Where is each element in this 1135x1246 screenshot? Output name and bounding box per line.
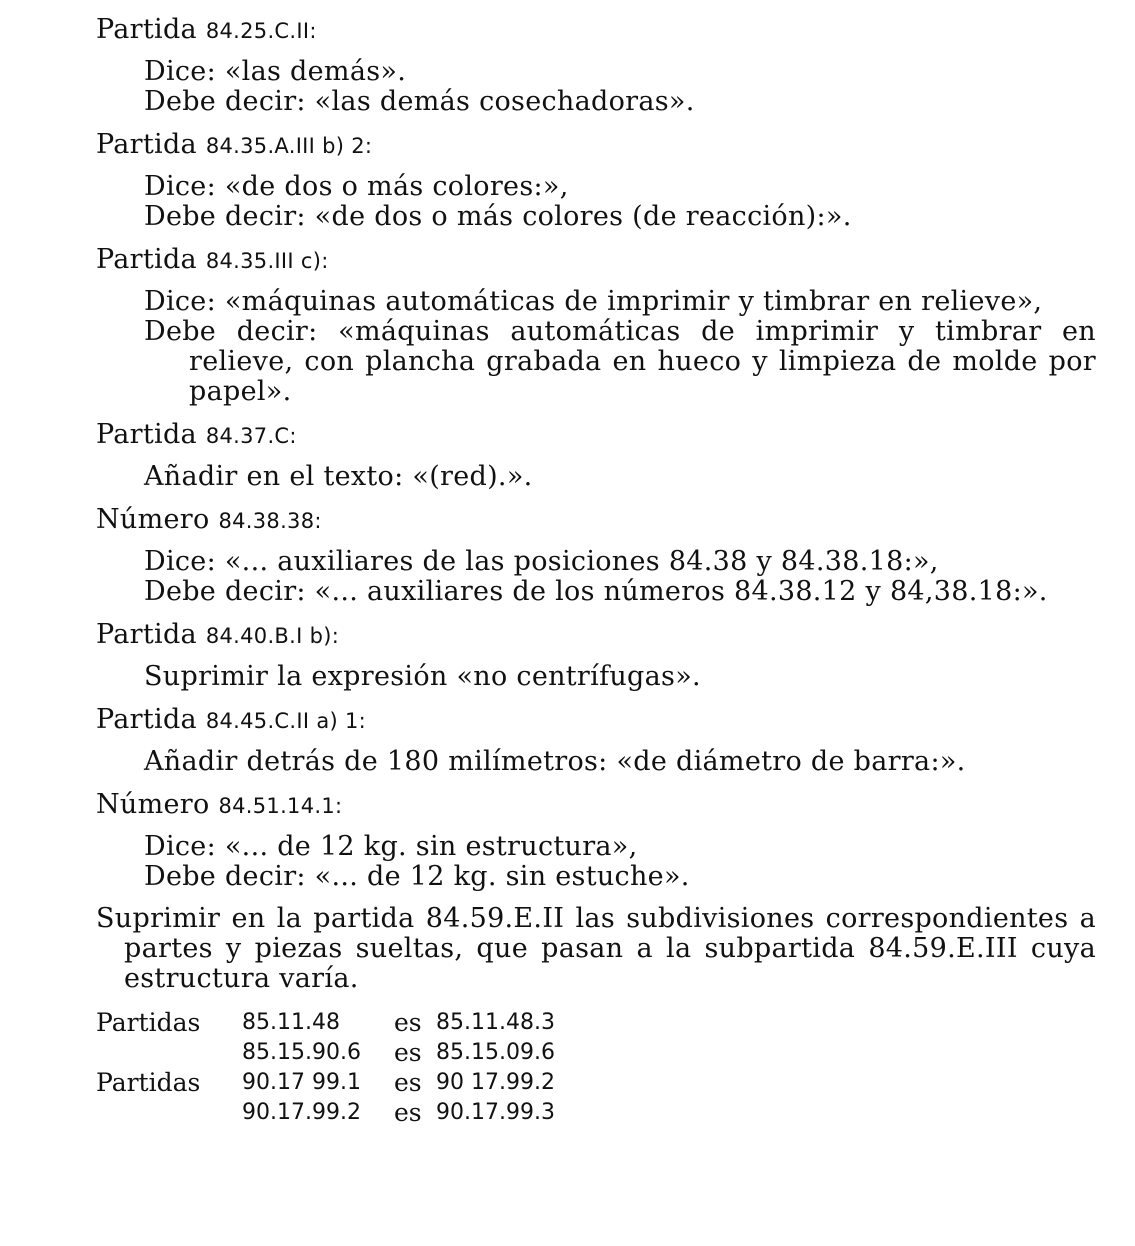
table-row <box>96 1008 1096 1038</box>
entry-line: Debe decir: «las demás cosechadoras». <box>144 86 695 117</box>
entry-heading <box>96 244 1096 277</box>
entry-heading <box>96 419 1096 452</box>
entry-line: Añadir en el texto: «(red).». <box>144 461 533 492</box>
row-label: Partidas <box>96 1008 201 1037</box>
es-word: es <box>394 1098 422 1127</box>
old-code: 90.17 99.1 <box>242 1070 361 1095</box>
heading-label: Partida <box>96 419 197 450</box>
row-label <box>96 1098 242 1128</box>
entry-heading <box>96 14 1096 47</box>
entry-line: Suprimir la expresión «no centrífugas». <box>144 661 701 692</box>
heading-label: Número <box>96 789 210 820</box>
correction-entry <box>96 14 1096 117</box>
table-row <box>96 1068 1096 1098</box>
entry-line: Dice: «... auxiliares de las posiciones 84.38 y 84.38.18:», <box>144 546 939 577</box>
entry-line: Añadir detrás de 180 milímetros: «de diámetro de barra:». <box>144 746 966 777</box>
heading-code: 84.35.III c): <box>205 249 329 273</box>
es-word: es <box>394 1008 422 1037</box>
old-code: 85.11.48 <box>242 1010 340 1035</box>
entry-line: Debe decir: «de dos o más colores (de reacción):». <box>144 201 852 232</box>
deletion-note: Suprimir en la partida 84.59.E.II las subdivisiones correspondientes a partes y piezas sueltas, que pasan a la subpartida 84.59.E.III cuya estructura varía. <box>96 903 1096 994</box>
document-page <box>96 14 1096 1128</box>
heading-code: 84.40.B.I b): <box>205 624 340 648</box>
heading-code: 84.45.C.II a) 1: <box>205 709 366 733</box>
new-code: 90.17.99.3 <box>436 1100 555 1125</box>
entry-heading <box>96 129 1096 162</box>
heading-label: Partida <box>96 244 197 275</box>
heading-code: 84.38.38: <box>218 509 322 533</box>
entry-line: Debe decir: «... auxiliares de los números 84.38.12 y 84,38.18:». <box>144 576 1048 607</box>
entry-heading <box>96 789 1096 822</box>
correction-entry <box>96 129 1096 232</box>
heading-label: Partida <box>96 704 197 735</box>
entry-heading <box>96 504 1096 537</box>
table-row <box>96 1098 1096 1128</box>
entry-line: Dice: «de dos o más colores:», <box>144 171 569 202</box>
entry-heading <box>96 704 1096 737</box>
es-word: es <box>394 1068 422 1097</box>
heading-label: Partida <box>96 14 197 45</box>
row-label: Partidas <box>96 1068 201 1097</box>
heading-code: 84.37.C: <box>205 424 297 448</box>
heading-label: Número <box>96 504 210 535</box>
old-code: 90.17.99.2 <box>242 1100 361 1125</box>
correction-entry <box>96 504 1096 607</box>
correction-entry <box>96 419 1096 492</box>
es-word: es <box>394 1038 422 1067</box>
heading-label: Partida <box>96 619 197 650</box>
entry-heading <box>96 619 1096 652</box>
entry-line: Dice: «las demás». <box>144 56 407 87</box>
heading-label: Partida <box>96 129 197 160</box>
correction-entry <box>96 619 1096 692</box>
heading-code: 84.25.C.II: <box>205 19 317 43</box>
heading-code: 84.35.A.III b) 2: <box>205 134 373 158</box>
correction-entry <box>96 244 1096 407</box>
table-row <box>96 1038 1096 1068</box>
entry-line: Debe decir: «máquinas automáticas de imprimir y timbrar en relieve, con plancha grabada en hueco y limpieza de molde por papel». <box>144 316 1096 407</box>
new-code: 85.11.48.3 <box>436 1010 555 1035</box>
entry-line: Debe decir: «... de 12 kg. sin estuche». <box>144 861 690 892</box>
row-label <box>96 1038 242 1068</box>
correction-entry <box>96 789 1096 892</box>
entry-line: Dice: «máquinas automáticas de imprimir y timbrar en relieve», <box>144 286 1043 317</box>
code-correspondence-table <box>96 1008 1096 1128</box>
entry-line: Dice: «... de 12 kg. sin estructura», <box>144 831 638 862</box>
new-code: 85.15.09.6 <box>436 1040 555 1065</box>
new-code: 90 17.99.2 <box>436 1070 555 1095</box>
correction-entry <box>96 704 1096 777</box>
old-code: 85.15.90.6 <box>242 1040 361 1065</box>
heading-code: 84.51.14.1: <box>218 794 343 818</box>
